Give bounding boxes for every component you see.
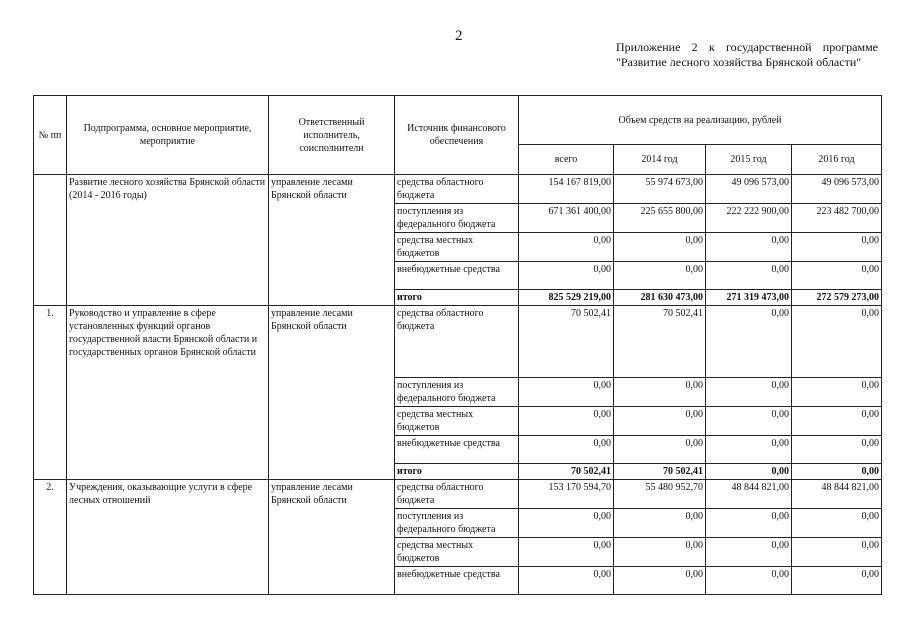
- amount-total: 0,00: [519, 407, 614, 436]
- header-volume: Объем средств на реализацию, рублей: [519, 96, 882, 145]
- amount-total: 0,00: [519, 378, 614, 407]
- amount-y2016: 0,00: [792, 262, 882, 290]
- amount-total: 671 361 400,00: [519, 204, 614, 233]
- funding-source: внебюджетные средства: [395, 567, 519, 595]
- amount-y2016: 0,00: [792, 306, 882, 378]
- amount-y2015: 48 844 821,00: [706, 480, 792, 509]
- amount-y2016: 0,00: [792, 567, 882, 595]
- funding-source: средства местных бюджетов: [395, 233, 519, 262]
- amount-total: 0,00: [519, 567, 614, 595]
- funding-source: средства областного бюджета: [395, 175, 519, 204]
- amount-y2016: 0,00: [792, 538, 882, 567]
- executor-name: управление лесами Брянской области: [269, 175, 395, 306]
- program-name: Учреждения, оказывающие услуги в сфере лесных отношений: [67, 480, 269, 595]
- amount-y2016: 49 096 573,00: [792, 175, 882, 204]
- amount-y2015: 0,00: [706, 233, 792, 262]
- program-name: Развитие лесного хозяйства Брянской области (2014 - 2016 годы): [67, 175, 269, 306]
- amount-y2014: 0,00: [614, 233, 706, 262]
- amount-y2016: 0,00: [792, 233, 882, 262]
- amount-y2016: 272 579 273,00: [792, 290, 882, 306]
- amount-y2014: 70 502,41: [614, 306, 706, 378]
- funding-source: внебюджетные средства: [395, 262, 519, 290]
- amount-y2016: 223 482 700,00: [792, 204, 882, 233]
- amount-y2015: 0,00: [706, 306, 792, 378]
- amount-y2014: 0,00: [614, 262, 706, 290]
- funding-source: средства областного бюджета: [395, 480, 519, 509]
- amount-total: 70 502,41: [519, 306, 614, 378]
- amount-y2016: 48 844 821,00: [792, 480, 882, 509]
- amount-y2015: 0,00: [706, 436, 792, 464]
- funding-source: средства областного бюджета: [395, 306, 519, 378]
- amount-y2014: 0,00: [614, 538, 706, 567]
- row-number: 2.: [34, 480, 67, 595]
- amount-y2015: 0,00: [706, 509, 792, 538]
- funding-source: поступления из федерального бюджета: [395, 204, 519, 233]
- amount-y2015: 0,00: [706, 464, 792, 480]
- amount-y2014: 0,00: [614, 407, 706, 436]
- header-program: Подпрограмма, основное мероприятие, мероприятие: [67, 96, 269, 175]
- funding-source: средства местных бюджетов: [395, 538, 519, 567]
- funding-source: итого: [395, 290, 519, 306]
- amount-y2016: 0,00: [792, 407, 882, 436]
- amount-y2014: 0,00: [614, 436, 706, 464]
- table-row: [34, 480, 882, 509]
- amount-total: 154 167 819,00: [519, 175, 614, 204]
- header-executor: Ответственный исполнитель, соисполнители: [269, 96, 395, 175]
- table-body: [34, 175, 882, 595]
- budget-table: [33, 95, 882, 595]
- table-row: [34, 306, 882, 378]
- amount-total: 0,00: [519, 262, 614, 290]
- amount-y2015: 271 319 473,00: [706, 290, 792, 306]
- amount-total: 825 529 219,00: [519, 290, 614, 306]
- amount-y2016: 0,00: [792, 436, 882, 464]
- header-source: Источник финансового обеспечения: [395, 96, 519, 175]
- executor-name: управление лесами Брянской области: [269, 480, 395, 595]
- header-total: всего: [519, 145, 614, 175]
- funding-source: внебюджетные средства: [395, 436, 519, 464]
- table-row: [34, 175, 882, 204]
- header-2014: 2014 год: [614, 145, 706, 175]
- amount-y2015: 0,00: [706, 378, 792, 407]
- amount-y2016: 0,00: [792, 464, 882, 480]
- amount-y2014: 0,00: [614, 509, 706, 538]
- amount-total: 0,00: [519, 509, 614, 538]
- header-2016: 2016 год: [792, 145, 882, 175]
- amount-y2014: 55 974 673,00: [614, 175, 706, 204]
- amount-y2014: 0,00: [614, 567, 706, 595]
- amount-y2016: 0,00: [792, 509, 882, 538]
- amount-y2014: 70 502,41: [614, 464, 706, 480]
- amount-y2015: 49 096 573,00: [706, 175, 792, 204]
- amount-y2015: 0,00: [706, 262, 792, 290]
- amount-y2014: 55 480 952,70: [614, 480, 706, 509]
- executor-name: управление лесами Брянской области: [269, 306, 395, 480]
- amount-y2014: 281 630 473,00: [614, 290, 706, 306]
- funding-source: поступления из федерального бюджета: [395, 509, 519, 538]
- amount-y2016: 0,00: [792, 378, 882, 407]
- header-2015: 2015 год: [706, 145, 792, 175]
- amount-total: 153 170 594,70: [519, 480, 614, 509]
- amount-total: 0,00: [519, 538, 614, 567]
- amount-y2014: 0,00: [614, 378, 706, 407]
- funding-source: итого: [395, 464, 519, 480]
- amount-total: 0,00: [519, 233, 614, 262]
- amount-y2014: 225 655 800,00: [614, 204, 706, 233]
- row-number: [34, 175, 67, 306]
- appendix-heading: Приложение 2 к государственной программе "Развитие лесного хозяйства Брянской области": [616, 40, 878, 69]
- amount-y2015: 0,00: [706, 538, 792, 567]
- amount-total: 70 502,41: [519, 464, 614, 480]
- program-name: Руководство и управление в сфере установленных функций органов государственной власти Брянской области и государственных органов Брянской области: [67, 306, 269, 480]
- funding-source: поступления из федерального бюджета: [395, 378, 519, 407]
- amount-y2015: 0,00: [706, 567, 792, 595]
- funding-source: средства местных бюджетов: [395, 407, 519, 436]
- amount-y2015: 222 222 900,00: [706, 204, 792, 233]
- header-num: № пп: [34, 96, 67, 175]
- page-number: 2: [455, 28, 463, 44]
- amount-y2015: 0,00: [706, 407, 792, 436]
- row-number: 1.: [34, 306, 67, 480]
- amount-total: 0,00: [519, 436, 614, 464]
